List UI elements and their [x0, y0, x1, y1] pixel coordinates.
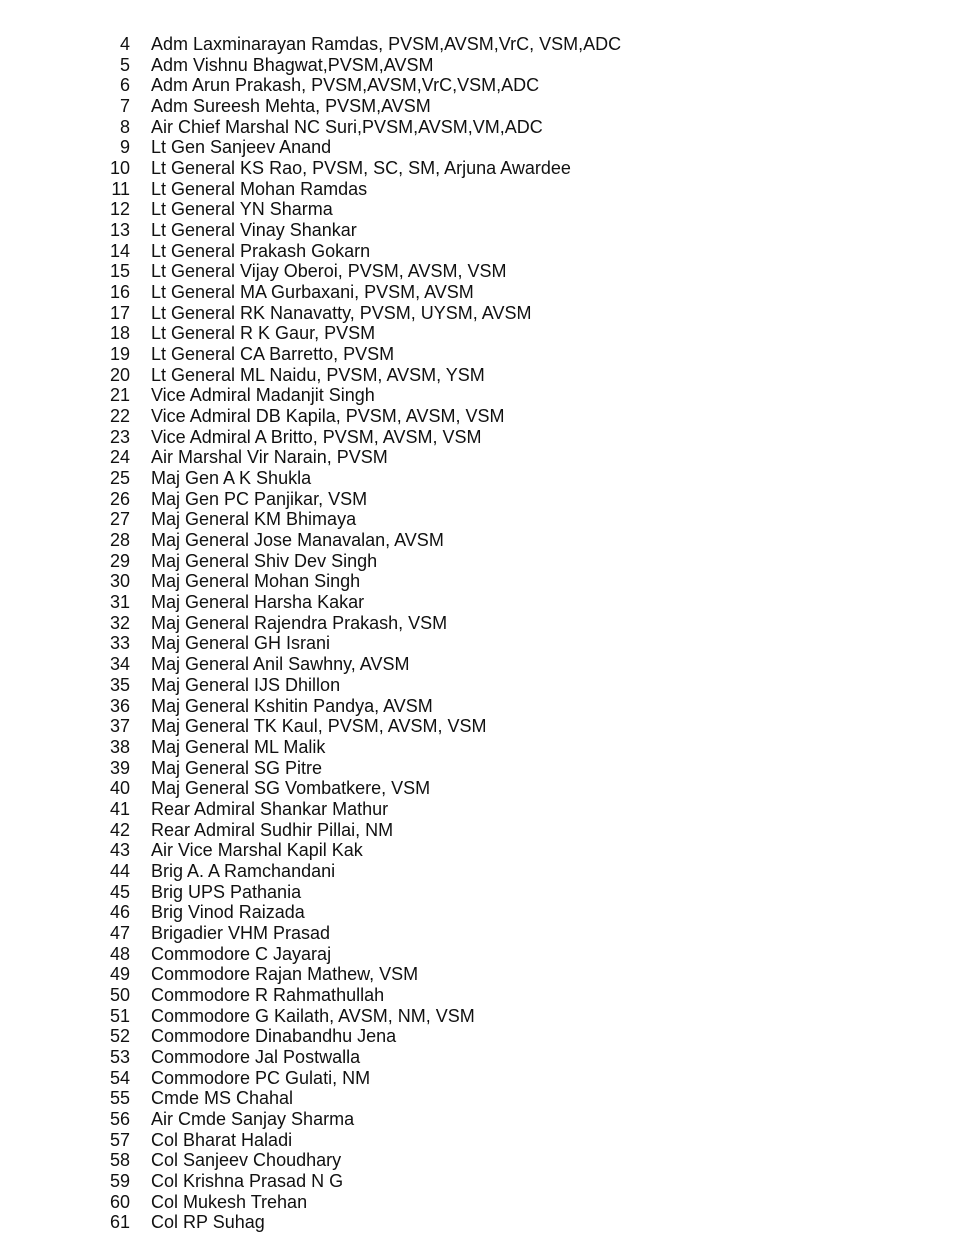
list-item: [100, 571, 621, 592]
list-item-name: Commodore PC Gulati, NM: [151, 1067, 371, 1088]
list-item-name: Rear Admiral Shankar Mathur: [151, 798, 389, 819]
list-item-name: Lt General Mohan Ramdas: [151, 178, 368, 199]
list-item-number: 32: [109, 612, 130, 633]
list-item: [100, 323, 621, 344]
list-item: [100, 799, 621, 820]
list-item-name: Maj General Rajendra Prakash, VSM: [151, 612, 448, 633]
list-item-number: 18: [109, 323, 130, 344]
list-item-number: 34: [109, 654, 130, 675]
list-item-number: 38: [109, 736, 130, 757]
list-item: [100, 861, 621, 882]
list-item-number: 43: [109, 840, 130, 861]
list-item-number: 26: [109, 488, 130, 509]
list-item-name: Col Krishna Prasad N G: [151, 1170, 344, 1191]
list-item: [100, 654, 621, 675]
list-item-name: Air Cmde Sanjay Sharma: [151, 1108, 355, 1129]
list-item-number: 45: [109, 881, 130, 902]
list-item-number: 31: [109, 592, 130, 613]
list-item-name: Adm Arun Prakash, PVSM,AVSM,VrC,VSM,ADC: [151, 75, 540, 96]
list-item-number: 25: [109, 468, 130, 489]
list-item-number: 14: [109, 240, 130, 261]
list-item-number: 51: [109, 1005, 130, 1026]
list-item-name: Lt General CA Barretto, PVSM: [151, 344, 395, 365]
list-item-number: 58: [109, 1150, 130, 1171]
list-item-number: 28: [109, 530, 130, 551]
list-item-number: 59: [109, 1170, 130, 1191]
list-item: [100, 716, 621, 737]
list-item-number: 46: [109, 902, 130, 923]
list-item-name: Lt General KS Rao, PVSM, SC, SM, Arjuna Awardee: [151, 158, 571, 179]
list-item: [100, 737, 621, 758]
list-item-name: Maj General KM Bhimaya: [151, 509, 357, 530]
list-item: [100, 344, 621, 365]
list-item-number: 7: [119, 96, 130, 117]
list-item-number: 40: [109, 778, 130, 799]
list-item-number: 55: [109, 1088, 130, 1109]
list-item-number: 8: [119, 116, 130, 137]
list-item-number: 61: [109, 1212, 130, 1233]
list-item-number: 16: [109, 282, 130, 303]
list-item-name: Maj General SG Vombatkere, VSM: [151, 778, 431, 799]
list-item-name: Maj General Jose Manavalan, AVSM: [151, 530, 444, 551]
list-item: [100, 509, 621, 530]
list-item: [100, 1109, 621, 1130]
list-item-name: Vice Admiral Madanjit Singh: [151, 385, 375, 406]
list-item-name: Brig UPS Pathania: [151, 881, 302, 902]
list-item-number: 13: [109, 220, 130, 241]
list-item: [100, 778, 621, 799]
list-item-number: 29: [109, 550, 130, 571]
list-item-number: 21: [109, 385, 130, 406]
list-item: [100, 551, 621, 572]
list-item-name: Lt General Vinay Shankar: [151, 220, 357, 241]
list-item: [100, 406, 621, 427]
list-item: [100, 613, 621, 634]
list-item: [100, 758, 621, 779]
list-item-name: Col Mukesh Trehan: [151, 1191, 308, 1212]
list-item: [100, 137, 621, 158]
list-item-number: 54: [109, 1067, 130, 1088]
list-item-name: Maj General GH Israni: [151, 633, 331, 654]
list-item-name: Commodore Rajan Mathew, VSM: [151, 964, 419, 985]
list-item-number: 17: [109, 302, 130, 323]
list-item-name: Adm Sureesh Mehta, PVSM,AVSM: [151, 96, 431, 117]
list-item-number: 42: [109, 819, 130, 840]
list-item-name: Maj General Kshitin Pandya, AVSM: [151, 695, 433, 716]
list-item-number: 20: [109, 364, 130, 385]
list-item: [100, 964, 621, 985]
list-item-number: 35: [109, 674, 130, 695]
list-item-name: Air Marshal Vir Narain, PVSM: [151, 447, 388, 468]
list-item: [100, 1047, 621, 1068]
list-item-name: Lt General ML Naidu, PVSM, AVSM, YSM: [151, 364, 485, 385]
list-item: [100, 1068, 621, 1089]
list-item-number: 6: [119, 75, 130, 96]
list-item-number: 36: [109, 695, 130, 716]
list-item-name: Lt Gen Sanjeev Anand: [151, 137, 332, 158]
list-item: [100, 261, 621, 282]
list-item: [100, 365, 621, 386]
list-item-number: 56: [109, 1108, 130, 1129]
list-item-name: Commodore G Kailath, AVSM, NM, VSM: [151, 1005, 475, 1026]
list-item-name: Maj General Harsha Kakar: [151, 592, 365, 613]
list-item: [100, 385, 621, 406]
list-item-name: Maj General SG Pitre: [151, 757, 323, 778]
list-item-number: 19: [109, 344, 130, 365]
signatory-list: [100, 34, 621, 1233]
list-item: [100, 55, 621, 76]
list-item: [100, 282, 621, 303]
list-item: [100, 696, 621, 717]
list-item-number: 30: [109, 571, 130, 592]
list-item: [100, 1130, 621, 1151]
list-item-name: Commodore C Jayaraj: [151, 943, 332, 964]
list-item-name: Lt General RK Nanavatty, PVSM, UYSM, AVSM: [151, 302, 532, 323]
list-item: [100, 902, 621, 923]
list-item-number: 50: [109, 984, 130, 1005]
list-item-name: Brig A. A Ramchandani: [151, 860, 336, 881]
list-item-name: Maj General IJS Dhillon: [151, 674, 341, 695]
list-item: [100, 1171, 621, 1192]
list-item: [100, 882, 621, 903]
list-item: [100, 1150, 621, 1171]
list-item: [100, 923, 621, 944]
list-item-name: Lt General R K Gaur, PVSM: [151, 323, 376, 344]
list-item-name: Brigadier VHM Prasad: [151, 922, 331, 943]
list-item-name: Col Sanjeev Choudhary: [151, 1150, 342, 1171]
list-item-number: 49: [109, 964, 130, 985]
list-item: [100, 489, 621, 510]
list-item-name: Adm Laxminarayan Ramdas, PVSM,AVSM,VrC, VSM,ADC: [151, 34, 622, 54]
list-item-number: 57: [109, 1129, 130, 1150]
list-item-name: Maj Gen PC Panjikar, VSM: [151, 488, 368, 509]
list-item: [100, 468, 621, 489]
list-item-number: 10: [109, 158, 130, 179]
list-item-name: Col Bharat Haladi: [151, 1129, 293, 1150]
list-item-name: Air Vice Marshal Kapil Kak: [151, 840, 363, 861]
list-item: [100, 1088, 621, 1109]
list-item-number: 27: [109, 509, 130, 530]
list-item-number: 12: [109, 199, 130, 220]
list-item-number: 47: [109, 922, 130, 943]
list-item: [100, 427, 621, 448]
list-item-name: Maj General Anil Sawhny, AVSM: [151, 654, 410, 675]
list-item: [100, 1026, 621, 1047]
list-item-number: 22: [109, 406, 130, 427]
list-item: [100, 1212, 621, 1233]
list-item: [100, 1192, 621, 1213]
list-item-number: 60: [109, 1191, 130, 1212]
list-item-number: 48: [109, 943, 130, 964]
list-item: [100, 1006, 621, 1027]
list-item-name: Lt General Prakash Gokarn: [151, 240, 371, 261]
list-item-name: Adm Vishnu Bhagwat,PVSM,AVSM: [151, 54, 434, 75]
list-item-number: 44: [109, 860, 130, 881]
list-item-name: Vice Admiral DB Kapila, PVSM, AVSM, VSM: [151, 406, 505, 427]
list-item-name: Brig Vinod Raizada: [151, 902, 305, 923]
list-item-number: 53: [109, 1046, 130, 1067]
list-item-name: Commodore Dinabandhu Jena: [151, 1026, 397, 1047]
list-item-name: Maj General TK Kaul, PVSM, AVSM, VSM: [151, 716, 487, 737]
list-item: [100, 530, 621, 551]
list-item-number: 52: [109, 1026, 130, 1047]
list-item: [100, 75, 621, 96]
list-item: [100, 944, 621, 965]
list-item-number: 9: [119, 137, 130, 158]
list-item: [100, 447, 621, 468]
list-item-number: 39: [109, 757, 130, 778]
list-item-number: 41: [109, 798, 130, 819]
list-item-name: Air Chief Marshal NC Suri,PVSM,AVSM,VM,ADC: [151, 116, 543, 137]
list-item: [100, 158, 621, 179]
list-item-name: Maj General Shiv Dev Singh: [151, 550, 378, 571]
list-item-number: 24: [109, 447, 130, 468]
list-item-name: Commodore Jal Postwalla: [151, 1046, 361, 1067]
list-item-number: 37: [109, 716, 130, 737]
list-item-number: 33: [109, 633, 130, 654]
list-item: [100, 675, 621, 696]
list-item-number: 5: [119, 54, 130, 75]
list-item-name: Rear Admiral Sudhir Pillai, NM: [151, 819, 394, 840]
list-item: [100, 985, 621, 1006]
list-item-name: Cmde MS Chahal: [151, 1088, 294, 1109]
list-item: [100, 241, 621, 262]
list-item-name: Lt General YN Sharma: [151, 199, 333, 220]
list-item-number: 4: [119, 34, 130, 54]
list-item-name: Maj General Mohan Singh: [151, 571, 361, 592]
list-item: [100, 840, 621, 861]
list-item-name: Lt General MA Gurbaxani, PVSM, AVSM: [151, 282, 474, 303]
list-item-name: Commodore R Rahmathullah: [151, 984, 385, 1005]
list-item: [100, 633, 621, 654]
list-item: [100, 220, 621, 241]
list-item: [100, 820, 621, 841]
list-item-name: Col RP Suhag: [151, 1212, 265, 1233]
list-item: [100, 303, 621, 324]
list-item: [100, 117, 621, 138]
list-item-name: Maj General ML Malik: [151, 736, 326, 757]
list-item: [100, 179, 621, 200]
list-item-name: Maj Gen A K Shukla: [151, 468, 312, 489]
list-item-name: Lt General Vijay Oberoi, PVSM, AVSM, VSM: [151, 261, 507, 282]
list-item: [100, 96, 621, 117]
list-item: [100, 34, 621, 55]
list-item-number: 15: [109, 261, 130, 282]
list-item-name: Vice Admiral A Britto, PVSM, AVSM, VSM: [151, 426, 482, 447]
list-item: [100, 592, 621, 613]
list-item-number: 11: [111, 178, 130, 199]
list-item-number: 23: [109, 426, 130, 447]
list-item: [100, 199, 621, 220]
